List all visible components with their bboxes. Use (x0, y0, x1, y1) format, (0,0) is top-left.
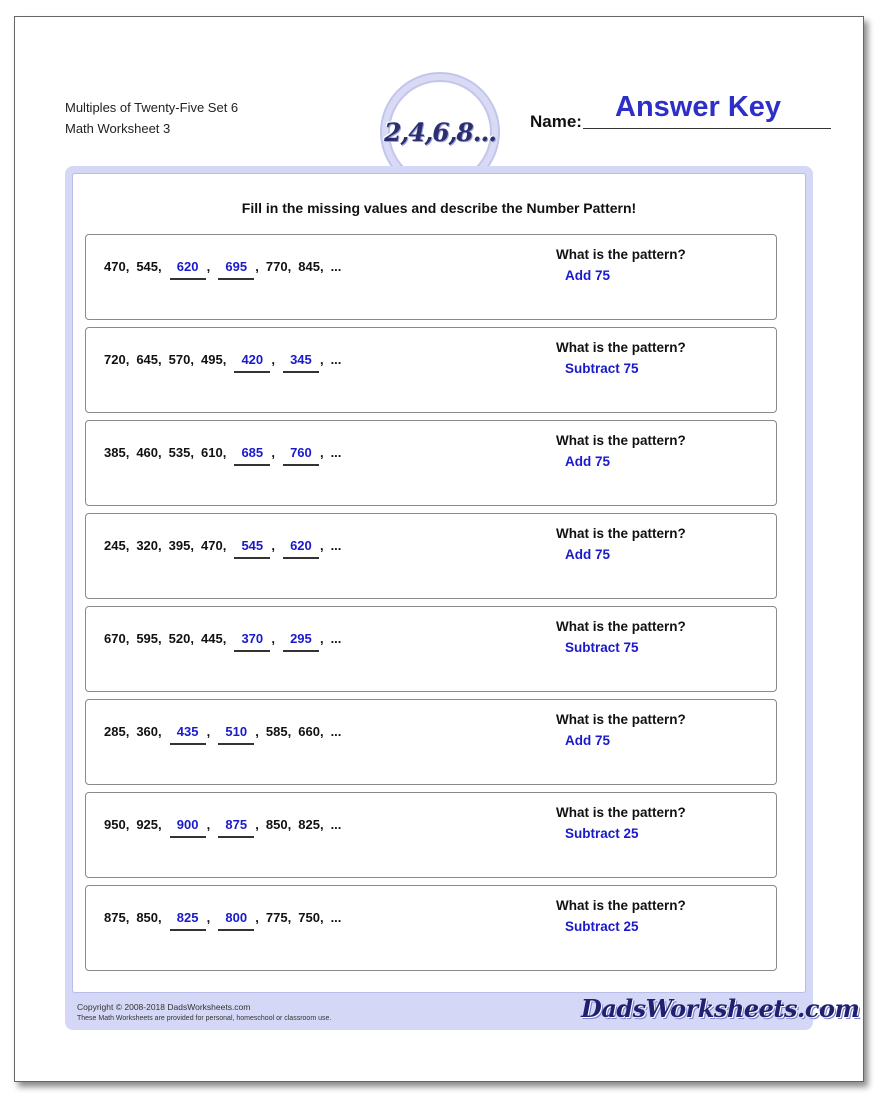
sequence-term: 360 (136, 724, 159, 739)
answer-blank[interactable]: 760 (283, 445, 319, 466)
answer-blank[interactable]: 825 (170, 910, 206, 931)
sequence-term: 570 (168, 352, 191, 367)
instructions: Fill in the missing values and describe the Number Pattern! (241, 200, 637, 216)
sequence-term: 585 (265, 724, 288, 739)
sequence-term: 520 (168, 631, 191, 646)
sequence-term: 670 (104, 631, 126, 646)
pattern-answer: Add 75 (565, 454, 611, 469)
usage-note: These Math Worksheets are provided for personal, homeschool or classroom use. (77, 1015, 332, 1022)
sequence-term: 645 (136, 352, 159, 367)
number-sequence (104, 724, 341, 745)
comma-separator: , (125, 445, 130, 460)
pattern-question: What is the pattern? (556, 619, 686, 634)
comma-separator: , (158, 817, 162, 832)
sequence-term: 925 (136, 817, 159, 832)
sequence-term: 320 (136, 538, 159, 553)
sequence-term: 535 (168, 445, 191, 460)
comma-separator: , (125, 631, 130, 646)
answer-blank[interactable]: 345 (283, 352, 319, 373)
answer-blank[interactable]: 435 (170, 724, 206, 745)
comma-separator: , (287, 259, 292, 274)
sequence-term: ... (330, 910, 342, 925)
sequence-term: 470 (200, 538, 223, 553)
sequence-term: 545 (136, 259, 159, 274)
worksheet-subtitle: Math Worksheet 3 (65, 121, 171, 136)
comma-separator: , (319, 724, 324, 739)
comma-separator: , (190, 445, 194, 460)
sequence-term: ... (330, 538, 342, 553)
comma-separator: , (125, 910, 130, 925)
name-label: Name: (530, 112, 582, 131)
comma-separator: , (255, 259, 259, 274)
pattern-answer: Subtract 75 (565, 361, 639, 376)
comma-separator: , (125, 259, 130, 274)
comma-separator: , (158, 724, 162, 739)
comma-separator: , (271, 352, 275, 367)
sequence-term: ... (330, 817, 342, 832)
answer-blank[interactable]: 295 (283, 631, 319, 652)
comma-separator: , (222, 631, 227, 646)
problem-row (85, 885, 777, 971)
problem-row (85, 327, 777, 413)
comma-separator: , (287, 817, 292, 832)
comma-separator: , (206, 724, 211, 739)
problem-row (85, 420, 777, 506)
comma-separator: , (319, 910, 324, 925)
pattern-answer: Subtract 25 (565, 919, 639, 934)
answer-key-label: Answer Key (615, 91, 782, 123)
pattern-question: What is the pattern? (556, 433, 686, 448)
sequence-term: 245 (104, 538, 126, 553)
sequence-logo-text: 2,4,6,8... (384, 117, 496, 147)
comma-separator: , (125, 538, 130, 553)
sequence-term: 770 (265, 259, 288, 274)
comma-separator: , (222, 352, 227, 367)
sequence-term: 850 (265, 817, 288, 832)
pattern-answer: Subtract 75 (565, 640, 639, 655)
name-line (583, 128, 831, 129)
comma-separator: , (319, 352, 324, 367)
comma-separator: , (222, 445, 227, 460)
comma-separator: , (271, 631, 275, 646)
comma-separator: , (255, 817, 259, 832)
comma-separator: , (158, 631, 162, 646)
pattern-question: What is the pattern? (556, 712, 686, 727)
sequence-term: ... (330, 352, 342, 367)
sequence-term: 385 (104, 445, 126, 460)
sequence-term: 825 (298, 817, 320, 832)
comma-separator: , (190, 631, 194, 646)
pattern-question: What is the pattern? (556, 526, 686, 541)
comma-separator: , (255, 724, 259, 739)
sequence-term: ... (330, 445, 342, 460)
comma-separator: , (206, 910, 211, 925)
answer-blank[interactable]: 370 (234, 631, 270, 652)
number-sequence (104, 352, 341, 373)
sequence-term: ... (330, 259, 342, 274)
comma-separator: , (319, 259, 324, 274)
comma-separator: , (125, 724, 130, 739)
worksheet-page (14, 16, 864, 1082)
comma-separator: , (206, 259, 211, 274)
sequence-term: 845 (298, 259, 320, 274)
problem-row (85, 606, 777, 692)
copyright-text: Copyright © 2008-2018 DadsWorksheets.com (77, 1002, 251, 1012)
comma-separator: , (287, 910, 292, 925)
answer-blank[interactable]: 420 (234, 352, 270, 373)
answer-blank[interactable]: 695 (218, 259, 254, 280)
comma-separator: , (271, 445, 275, 460)
pattern-question: What is the pattern? (556, 247, 686, 262)
problems-panel (65, 166, 860, 1030)
number-sequence (104, 445, 341, 466)
brand-logo: DadsWorksheets.com (581, 994, 860, 1023)
answer-blank[interactable]: 685 (234, 445, 270, 466)
sequence-term: 875 (104, 910, 126, 925)
sequence-term: 850 (136, 910, 159, 925)
pattern-answer: Add 75 (565, 547, 611, 562)
pattern-question: What is the pattern? (556, 898, 686, 913)
comma-separator: , (319, 538, 324, 553)
sequence-term: 660 (298, 724, 320, 739)
sequence-term: 610 (200, 445, 223, 460)
comma-separator: , (190, 538, 194, 553)
sequence-term: ... (330, 724, 342, 739)
comma-separator: , (190, 352, 194, 367)
answer-blank[interactable]: 800 (218, 910, 254, 931)
pattern-answer: Subtract 25 (565, 826, 639, 841)
answer-blank[interactable]: 510 (218, 724, 254, 745)
number-sequence (104, 259, 341, 280)
problem-row (85, 513, 777, 599)
sequence-term: 460 (136, 445, 159, 460)
problems-panel-inner (72, 173, 806, 993)
sequence-term: 595 (136, 631, 159, 646)
sequence-term: 285 (104, 724, 126, 739)
comma-separator: , (158, 445, 162, 460)
comma-separator: , (125, 817, 130, 832)
comma-separator: , (319, 817, 324, 832)
sequence-term: 470 (104, 259, 126, 274)
sequence-term: ... (330, 631, 342, 646)
comma-separator: , (158, 259, 162, 274)
footer-copyright (77, 1001, 331, 1025)
comma-separator: , (319, 631, 324, 646)
answer-blank[interactable]: 620 (170, 259, 206, 280)
number-sequence (104, 817, 341, 838)
comma-separator: , (271, 538, 275, 553)
sequence-term: 950 (104, 817, 126, 832)
sequence-term: 775 (265, 910, 288, 925)
sequence-term: 750 (298, 910, 320, 925)
pattern-answer: Add 75 (565, 268, 611, 283)
comma-separator: , (158, 910, 162, 925)
answer-blank[interactable]: 900 (170, 817, 206, 838)
pattern-question: What is the pattern? (556, 805, 686, 820)
worksheet-header (65, 97, 238, 139)
comma-separator: , (206, 817, 211, 832)
worksheet-title: Multiples of Twenty-Five Set 6 (65, 100, 239, 115)
number-sequence (104, 631, 341, 652)
number-sequence (104, 538, 341, 559)
pattern-answer: Add 75 (565, 733, 611, 748)
comma-separator: , (125, 352, 130, 367)
comma-separator: , (158, 352, 162, 367)
problem-row (85, 234, 777, 320)
problem-row (85, 699, 777, 785)
sequence-term: 445 (200, 631, 223, 646)
number-sequence (104, 910, 341, 931)
comma-separator: , (319, 445, 324, 460)
answer-blank[interactable]: 875 (218, 817, 254, 838)
answer-blank[interactable]: 545 (234, 538, 270, 559)
answer-blank[interactable]: 620 (283, 538, 319, 559)
sequence-term: 395 (168, 538, 191, 553)
comma-separator: , (222, 538, 227, 553)
pattern-question: What is the pattern? (556, 340, 686, 355)
sequence-term: 495 (200, 352, 223, 367)
comma-separator: , (287, 724, 292, 739)
comma-separator: , (158, 538, 162, 553)
comma-separator: , (255, 910, 259, 925)
problem-row (85, 792, 777, 878)
sequence-term: 720 (104, 352, 126, 367)
